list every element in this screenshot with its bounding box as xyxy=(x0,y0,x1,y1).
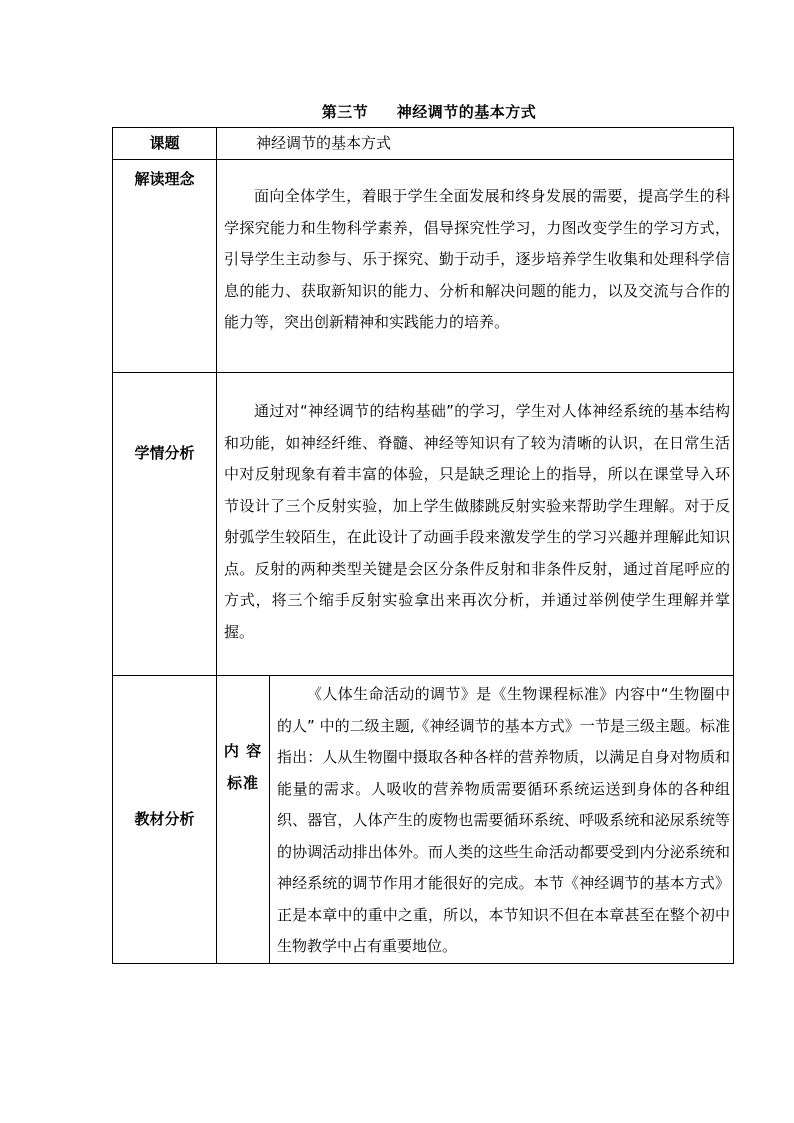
learner-analysis-label: 学情分析 xyxy=(113,373,217,676)
philosophy-label: 解读理念 xyxy=(113,160,217,373)
philosophy-text: 面向全体学生，着眼于学生全面发展和终身发展的需要，提高学生的科学探究能力和生物科学素养，倡导探究性学习，力图改变学生的学习方式，引导学生主动参与、乐于探究、勤于动手，逐步培养学生收集和处理科学信息的能力、获取新知识的能力、分析和解决问题的能力，以及交流与合作的能力等，突出创新精神和实践能力的培养。 xyxy=(224,187,731,331)
lesson-plan-table xyxy=(112,127,734,964)
content-standard-text: 《人体生命活动的调节》是《生物课程标准》内容中“生物圈中的人” 中的二级主题,《神经调节的基本方式》一节是三级主题。标准指出：人从生物圈中摄取各种各样的营养物质，以满足自身对物质和能量的需求。人吸收的营养物质需要循环系统运送到身体的各种组织、器官，人体产生的废物也需要循环系统、呼吸系统和泌尿系统等的协调活动排出体外。而人类的这些生命活动都要受到内分泌系统和神经系统的调节作用才能很好的完成。本节《神经调节的基本方式》正是本章中的重中之重，所以，本节知识不但在本章甚至在整个初中生物教学中占有重要地位。 xyxy=(277,685,731,955)
topic-value: 神经调节的基本方式 xyxy=(217,128,734,160)
learner-analysis-text: 通过对“神经调节的结构基础”的学习，学生对人体神经系统的基本结构和功能，如神经纤维、脊髓、神经等知识有了较为清晰的认识，在日常生活中对反射现象有着丰富的体验，只是缺乏理论上的指导，所以在课堂导入环节设计了三个反射实验，加上学生做膝跳反射实验来帮助学生理解。对于反射弧学生较陌生，在此设计了动画手段来激发学生的学习兴趣并理解此知识点。反射的两种类型关键是会区分条件反射和非条件反射，通过首尾呼应的方式，将三个缩手反射实验拿出来再次分析，并通过举例使学生理解并掌握。 xyxy=(224,402,731,641)
row-learner-analysis xyxy=(113,373,734,676)
row-textbook-analysis xyxy=(113,676,734,964)
content-standard-label: 内 容标准 xyxy=(223,742,263,792)
row-philosophy xyxy=(113,160,734,373)
row-topic xyxy=(113,128,734,160)
page-title: 第三节 神经调节的基本方式 xyxy=(321,103,537,121)
topic-label: 课题 xyxy=(113,128,217,160)
textbook-analysis-label: 教材分析 xyxy=(113,676,217,964)
